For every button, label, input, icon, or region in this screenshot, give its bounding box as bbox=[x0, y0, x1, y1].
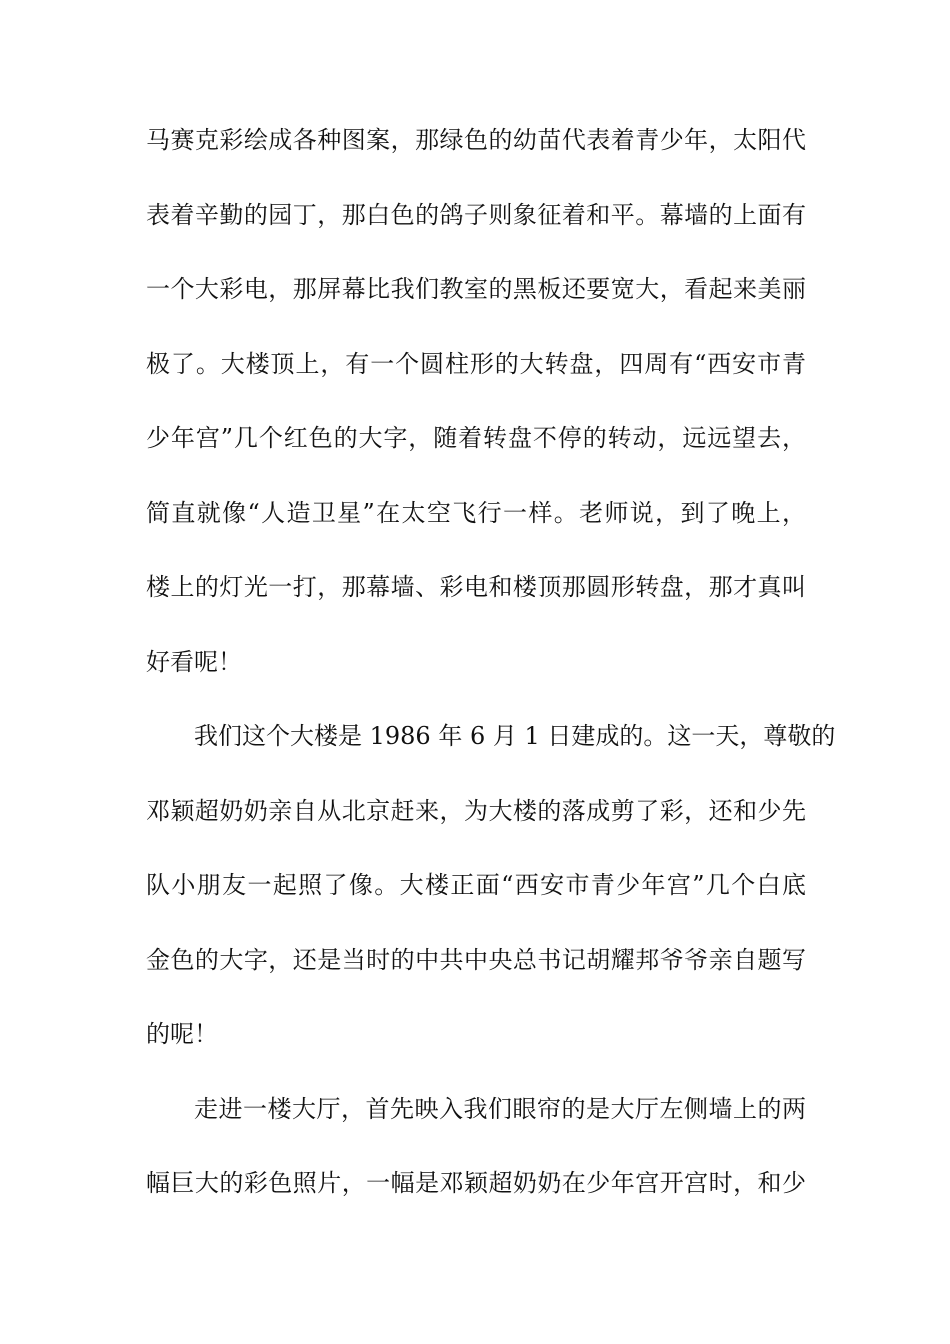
text-line: 楼上的灯光一打，那幕墙、彩电和楼顶那圆形转盘，那才真叫 bbox=[146, 573, 806, 601]
text-line: 表着辛勤的园丁，那白色的鸽子则象征着和平。幕墙的上面有 bbox=[146, 200, 806, 229]
paragraph-3 bbox=[146, 1094, 806, 1197]
document-body bbox=[146, 126, 836, 1246]
paragraph-2 bbox=[146, 722, 836, 1048]
text-line: 幅巨大的彩色照片，一幅是邓颖超奶奶在少年宫开宫时，和少 bbox=[146, 1169, 806, 1197]
text-line: 邓颖超奶奶亲自从北京赶来，为大楼的落成剪了彩，还和少先 bbox=[146, 796, 806, 825]
text-line: 好看呢！ bbox=[146, 647, 242, 676]
text-line: 队小朋友一起照了像。大楼正面“西安市青少年宫”几个白底 bbox=[146, 871, 806, 899]
text-line: 走进一楼大厅，首先映入我们眼帘的是大厅左侧墙上的两 bbox=[194, 1094, 806, 1123]
text-line: 极了。大楼顶上，有一个圆柱形的大转盘，四周有“西安市青 bbox=[146, 349, 806, 378]
text-line: 简直就像“人造卫星”在太空飞行一样。老师说，到了晚上， bbox=[146, 498, 806, 527]
text-line: 我们这个大楼是 1986 年 6 月 1 日建成的。这一天，尊敬的 bbox=[194, 722, 836, 750]
text-line: 金色的大字，还是当时的中共中央总书记胡耀邦爷爷亲自题写 bbox=[146, 945, 806, 974]
text-line: 一个大彩电，那屏幕比我们教室的黑板还要宽大，看起来美丽 bbox=[146, 275, 806, 303]
text-line: 的呢！ bbox=[146, 1020, 218, 1048]
text-line: 马赛克彩绘成各种图案，那绿色的幼苗代表着青少年，太阳代 bbox=[146, 126, 806, 154]
paragraph-1 bbox=[146, 128, 806, 674]
text-line: 少年宫”几个红色的大字，随着转盘不停的转动，远远望去， bbox=[146, 424, 806, 452]
